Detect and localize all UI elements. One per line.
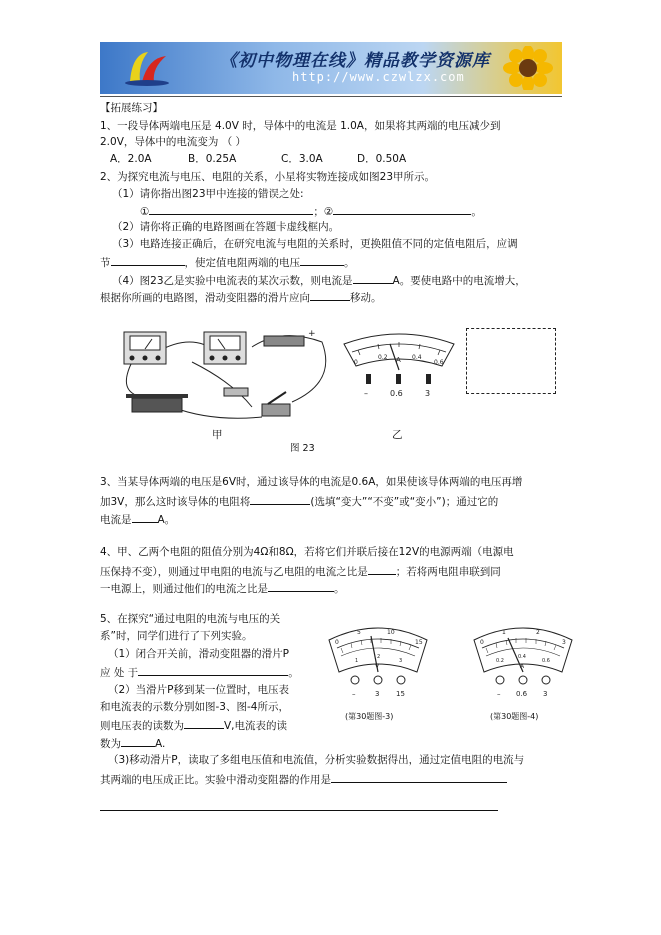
ammeter-unit: A [396, 356, 401, 364]
q5-line6: 和电流表的示数分别如图-3、图-4所示， [100, 701, 289, 713]
q2-part1-answers [140, 203, 482, 219]
q2-stem: 2、为探究电流与电压、电阻的关系，小星将实物连接成如图23甲所示。 [100, 171, 436, 183]
vmeter-inner-3: 3 [399, 658, 403, 664]
q1-option-a: A．2.0A [110, 153, 152, 165]
q5-line7 [100, 717, 287, 733]
q2-part4-text-a: （4）图23乙是实验中电流表的某次示数，则电流是 [112, 275, 353, 287]
section-title: 【拓展练习】 [100, 102, 163, 114]
q5-blank-4[interactable] [331, 771, 507, 783]
header-banner [100, 42, 562, 94]
ammeter-tick-3: 0.6 [434, 359, 444, 366]
ameter-terminal-3: 3 [543, 690, 548, 698]
ameter-terminal-06: 0.6 [516, 690, 528, 698]
vmeter-inner-1: 1 [355, 658, 359, 664]
ammeter-terminal-3: 3 [425, 389, 431, 398]
ameter-tick-0: 0 [480, 639, 484, 646]
q4-line1: 4、甲、乙两个电阻的阻值分别为4Ω和8Ω，若将它们并联后接在12V的电源两端（电源电 [100, 546, 514, 558]
q2-part4-text-d: 移动。 [350, 292, 382, 304]
q5-line8 [100, 735, 165, 751]
site-logo-icon [122, 48, 172, 88]
q3-blank-1[interactable] [250, 493, 310, 505]
q2-part3-text-c: 。 [344, 257, 355, 269]
q5-text-c: 则电压表的读数为 [100, 720, 184, 732]
header-rule [100, 96, 562, 97]
header-title: 《初中物理在线》精品教学资源库 [220, 51, 490, 71]
q1-option-c: C．3.0A [281, 153, 323, 165]
q2-part2: （2）请你将正确的电路图画在答题卡虚线框内。 [112, 221, 340, 233]
q1-line1: 1、一段导体两端电压是 4.0V 时，导体中的电流是 1.0A，如果将其两端的电压减少到 [100, 120, 501, 132]
q3-text-c: 电流是 [100, 514, 132, 526]
q1-option-d: D．0.50A [357, 153, 407, 165]
q4-text-a: 压保持不变），则通过甲电阻的电流与乙电阻的电流之比是 [100, 566, 368, 578]
ammeter-terminal-06: 0.6 [390, 389, 403, 398]
ameter-tick-2: 2 [536, 629, 540, 636]
vmeter-unit: V [375, 663, 380, 670]
q2-part1-end: 。 [471, 206, 482, 218]
figure-30-4-ammeter [470, 622, 576, 718]
header-url[interactable]: http://www.czwlzx.com [292, 70, 465, 84]
q2-part4-line1 [112, 272, 526, 288]
figure-23-label-yi: 乙 [392, 429, 403, 441]
q2-blank-6[interactable] [310, 289, 350, 301]
ammeter-terminal-neg: – [364, 389, 368, 398]
vmeter-terminal-15: 15 [396, 690, 405, 698]
svg-text:+: + [308, 329, 316, 339]
vmeter-tick-0: 0 [335, 639, 339, 646]
q3-text-a: 加3V，那么这时该导体的电阻将 [100, 496, 251, 508]
ameter-terminal-neg: – [497, 690, 501, 698]
vmeter-tick-10: 10 [387, 629, 395, 636]
ameter-tick-3: 3 [562, 639, 566, 646]
ameter-unit: A [520, 663, 525, 670]
q2-part4-text-b: A。要使电路中的电流增大， [392, 275, 526, 287]
q2-blank-5[interactable] [353, 272, 393, 284]
q2-part3-line1: （3）电路连接正确后，在研究电流与电阻的关系时，更换阻值不同的定值电阻后，应调 [112, 238, 518, 250]
q2-part1-mark-b: ；② [313, 206, 334, 218]
q3-line2 [100, 493, 498, 509]
ameter-inner-06: 0.6 [542, 658, 550, 664]
figure-23-ammeter [338, 330, 460, 402]
q4-line3 [100, 580, 345, 596]
figure-23-circuit [112, 322, 332, 434]
ameter-inner-04: 0.4 [518, 654, 526, 660]
q5-text-g: 其两端的电压成正比。实验中滑动变阻器的作用是 [100, 774, 331, 786]
q4-text-b: ；若将两电阻串联到同 [395, 566, 501, 578]
q4-blank-1[interactable] [368, 563, 396, 575]
figure-30-3-caption: (第30题图-3) [345, 712, 394, 721]
ammeter-tick-0: 0 [354, 359, 358, 366]
q5-text-b: 。 [288, 667, 299, 679]
vmeter-terminal-3: 3 [375, 690, 380, 698]
q5-blank-line-extra[interactable] [100, 810, 498, 811]
q2-part1-mark-a: ① [140, 206, 150, 218]
q5-text-e: 数为 [100, 738, 121, 750]
vmeter-tick-5: 5 [357, 629, 361, 636]
figure-23-label-jia: 甲 [212, 429, 223, 441]
q5-line1: 5、在探究“通过电阻的电流与电压的关 [100, 613, 281, 625]
q2-blank-1[interactable] [149, 203, 313, 215]
q5-blank-1[interactable] [138, 664, 288, 676]
q5-text-d: V,电流表的读 [224, 720, 288, 732]
q2-blank-2[interactable] [333, 203, 471, 215]
q3-text-b: (选填“变大”“不变”或“变小”)；通过它的 [310, 496, 499, 508]
q5-line5: （2）当滑片P移到某一位置时，电压表 [108, 684, 290, 696]
answer-dashed-box[interactable] [466, 328, 556, 394]
q5-text-f: A. [155, 738, 166, 750]
q5-line10 [100, 771, 507, 787]
q3-line3 [100, 511, 175, 527]
vmeter-terminal-neg: – [352, 690, 356, 698]
q5-line4 [100, 664, 299, 680]
q2-part1: （1）请你指出图23甲中连接的错误之处: [112, 188, 304, 200]
q5-line3: （1）闭合开关前，滑动变阻器的滑片P [108, 648, 290, 660]
q2-part4-text-c: 根据你所画的电路图，滑动变阻器的滑片应向 [100, 292, 310, 304]
vmeter-inner-2: 2 [377, 654, 381, 660]
q4-blank-2[interactable] [268, 580, 334, 592]
q5-line9: （3)移动滑片P，读取了多组电压值和电流值，分析实验数据得出，通过定值电阻的电流与 [108, 754, 525, 766]
q4-line2 [100, 563, 501, 579]
q2-part3-line2 [100, 254, 355, 270]
ammeter-tick-1: 0.2 [378, 354, 388, 361]
q4-text-d: 。 [334, 583, 345, 595]
q3-line1: 3、当某导体两端的电压是6V时，通过该导体的电流是0.6A，如果使该导体两端的电压再增 [100, 476, 523, 488]
sunflower-icon [498, 46, 556, 90]
ameter-inner-02: 0.2 [496, 658, 504, 664]
q2-blank-4[interactable] [300, 254, 344, 266]
figure-23-caption: 图 23 [290, 443, 315, 454]
q2-part4-line2 [100, 289, 382, 305]
figure-30-4-caption: (第30题图-4) [490, 712, 539, 721]
q1-option-b: B．0.25A [188, 153, 237, 165]
ameter-tick-1: 1 [502, 629, 506, 636]
q2-part3-text-a: 节 [100, 257, 111, 269]
q3-text-d: A。 [157, 514, 176, 526]
q5-line2: 系”时，同学们进行了下列实验。 [100, 630, 253, 642]
q2-part3-text-b: ，使定值电阻两端的电压 [184, 257, 300, 269]
q5-text-a: 应 处 于 [100, 667, 139, 679]
figure-30-3-voltmeter [325, 622, 431, 718]
vmeter-tick-15: 15 [415, 639, 423, 646]
q2-blank-3[interactable] [111, 254, 185, 266]
q4-text-c: 一电源上，则通过他们的电流之比是 [100, 583, 268, 595]
q1-line2: 2.0V，导体中的电流变为 （ ） [100, 136, 247, 148]
q5-blank-3[interactable] [121, 735, 155, 747]
q3-blank-2[interactable] [132, 511, 158, 523]
ammeter-tick-2: 0.4 [412, 354, 422, 361]
q5-blank-2[interactable] [184, 717, 224, 729]
